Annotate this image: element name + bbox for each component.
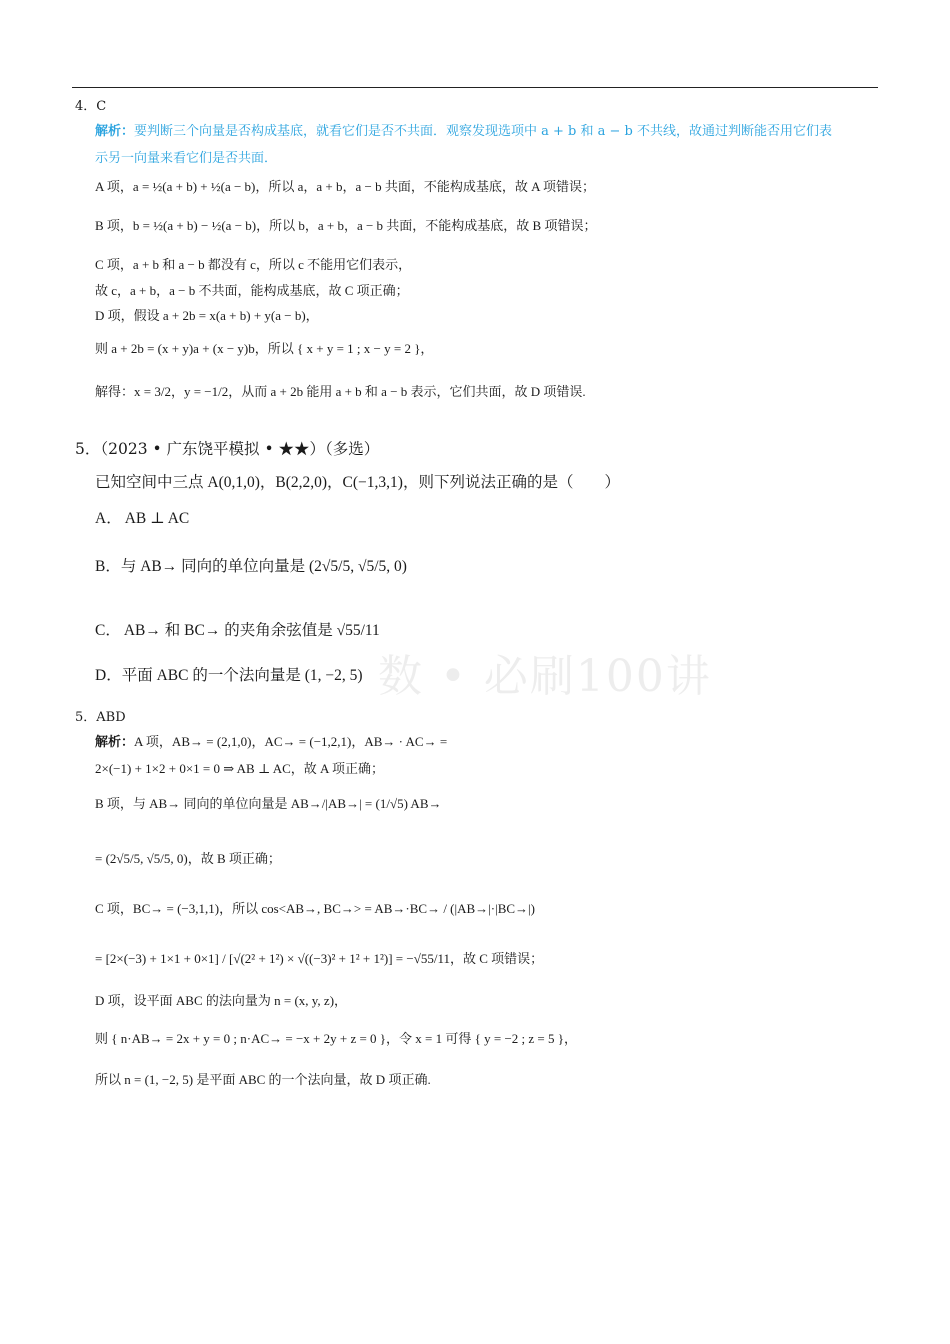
q5-option-d: D．平面 ABC 的一个法向量是 (1, −2, 5) [95, 667, 363, 684]
q4-analysis [95, 123, 832, 141]
a5-line-d1: D 项，设平面 ABC 的法向量为 n = (x, y, z)， [95, 993, 348, 1008]
q4-line-a: A 项，a = ½(a + b) + ½(a − b)，所以 a，a + b，a − b 共面，不能构成基底，故 A 项错误； [95, 179, 596, 194]
a5-line-d3: 所以 n = (1, −2, 5) 是平面 ABC 的一个法向量，故 D 项正确. [95, 1072, 431, 1087]
header-rule [72, 87, 878, 88]
q4-line-c1: C 项，a + b 和 a − b 都没有 c，所以 c 不能用它们表示， [95, 257, 412, 272]
q4-line-b: B 项，b = ½(a + b) − ½(a − b)，所以 b，a + b，a − b 共面，不能构成基底，故 B 项错误； [95, 218, 597, 233]
a5-line-b2: = (2√5/5, √5/5, 0)，故 B 项正确； [95, 851, 281, 866]
a5-line-a2: 2×(−1) + 1×2 + 0×1 = 0 ⇒ AB ⊥ AC，故 A 项正确； [95, 761, 384, 776]
q4-line-d2: 则 a + 2b = (x + y)a + (x − y)b，所以 { x + y = 1 ; x − y = 2 }， [95, 341, 434, 356]
q4-line-d3: 解得：x = 3/2，y = −1/2，从而 a + 2b 能用 a + b 和 a − b 表示，它们共面，故 D 项错误. [95, 384, 586, 399]
q4-line-c2: 故 c，a + b，a − b 不共面，能构成基底，故 C 项正确； [95, 283, 409, 298]
q4-analysis-text-2: 示另一向量来看它们是否共面． [95, 151, 278, 166]
q5-header: 5．（2023 • 广东饶平模拟 • ★★）（多选） [75, 440, 380, 458]
a5-line-d2: 则 { n·AB→ = 2x + y = 0 ; n·AC→ = −x + 2y + z = 0 }，令 x = 1 可得 { y = −2 ; z = 5 }， [95, 1031, 577, 1046]
q5-option-b: B．与 AB→ 同向的单位向量是 (2√5/5, √5/5, 0) [95, 558, 407, 575]
a5-line-a1 [95, 733, 447, 751]
a5-line-b1: B 项，与 AB→ 同向的单位向量是 AB→/|AB→| = (1/√5) AB→ [95, 796, 442, 811]
q5-option-a: A． AB ⊥ AC [95, 510, 190, 527]
a5-line-c2: = [2×(−3) + 1×1 + 0×1] / [√(2² + 1²) × √((−3)² + 1² + 1²)] = −√55/11，故 C 项错误； [95, 951, 544, 966]
q4-line-d1: D 项，假设 a + 2b = x(a + b) + y(a − b)， [95, 308, 319, 323]
q4-analysis-label: 解析： [95, 124, 135, 139]
watermark: 数 • 必刷100讲 [378, 651, 712, 702]
q5-option-c: C． AB→ 和 BC→ 的夹角余弦值是 √55/11 [95, 622, 380, 639]
a5-analysis-label: 解析： [95, 734, 135, 749]
a5-line-a1-text: A 项，AB→ = (2,1,0)，AC→ = (−1,2,1)，AB→ · AC→ = [134, 734, 448, 749]
q4-answer: 4．C [75, 99, 107, 114]
a5-line-c1: C 项，BC→ = (−3,1,1)，所以 cos<AB→, BC→> = AB→·BC→ / (|AB→|·|BC→|) [95, 901, 535, 916]
a5-answer: 5．ABD [75, 710, 126, 725]
q5-stem: 已知空间中三点 A(0,1,0)，B(2,2,0)，C(−1,3,1)，则下列说法正确的是（ ） [95, 474, 620, 491]
q4-analysis-text-1: 要判断三个向量是否构成基底，就看它们是否不共面．观察发现选项中 a + b 和 a − b 不共线，故通过判断能否用它们表 [134, 124, 833, 139]
